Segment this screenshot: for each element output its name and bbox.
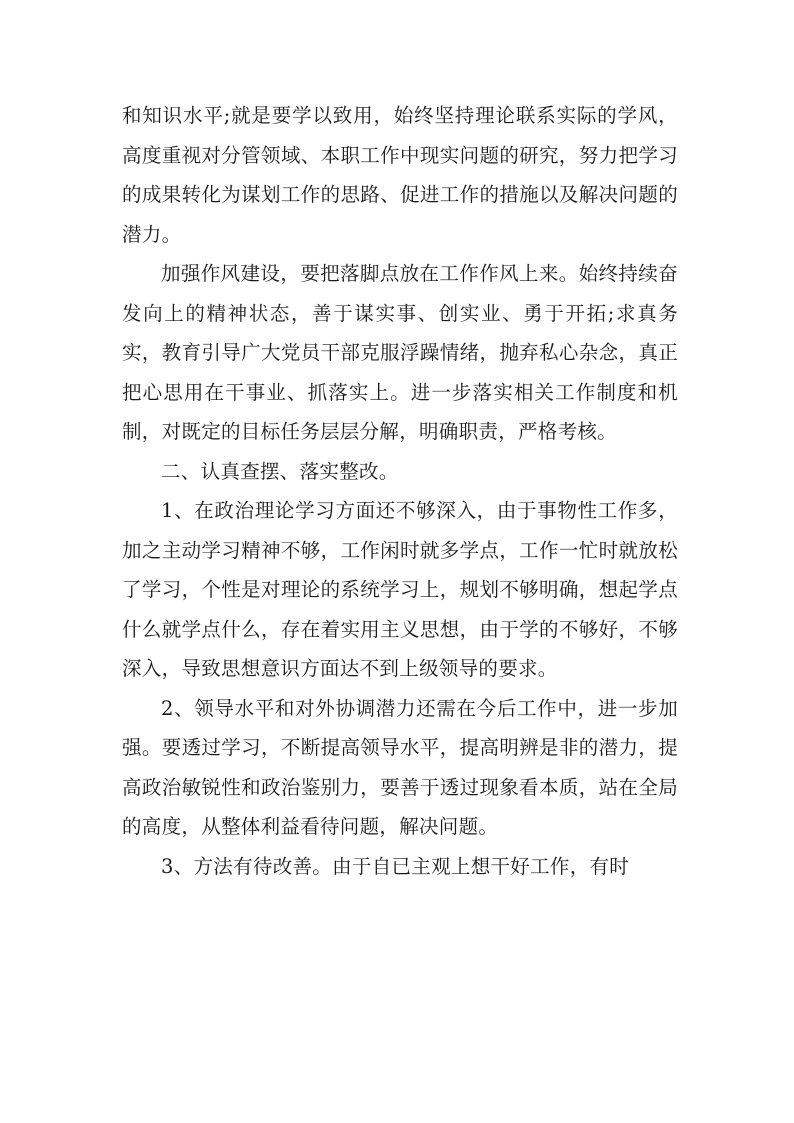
section-heading: 二、认真查摆、落实整改。 [161,459,399,483]
paragraph-5: 3、方法有待改善。由于自已主观上想干好工作，有时 [161,854,630,878]
paragraph-3: 1、在政治理论学习方面还不够深入，由于事物性工作多，加之主动学习精神不够，工作闲时就多学点，工作一忙时就放松了学习，个性是对理论的系统学习上，规划不够明确，想起学点什么就学点什么，存在着实用主义思想，由于学的不够好，不够深入，导致思想意识方面达不到上级领导的要求。 [122,499,678,680]
paragraph-4: 2、领导水平和对外协调潜力还需在今后工作中，进一步加强。要透过学习，不断提高领导水平，提高明辨是非的潜力，提高政治敏锐性和政治鉴别力，要善于透过现象看本质，站在全局的高度，从整体利益看待问题，解决问题。 [122,696,678,838]
paragraph-1: 和知识水平;就是要学以致用，始终坚持理论联系实际的学风，高度重视对分管领域、本职工作中现实问题的研究，努力把学习的成果转化为谋划工作的思路、促进工作的措施以及解决问题的潜力。 [122,104,678,246]
document-body [122,96,678,886]
paragraph-2: 加强作风建设，要把落脚点放在工作作风上来。始终持续奋发向上的精神状态，善于谋实事、创实业、勇于开拓;求真务实，教育引导广大党员干部克服浮躁情绪，抛弃私心杂念，真正把心思用在干事业、抓落实上。进一步落实相关工作制度和机制，对既定的目标任务层层分解，明确职责，严格考核。 [122,262,678,443]
